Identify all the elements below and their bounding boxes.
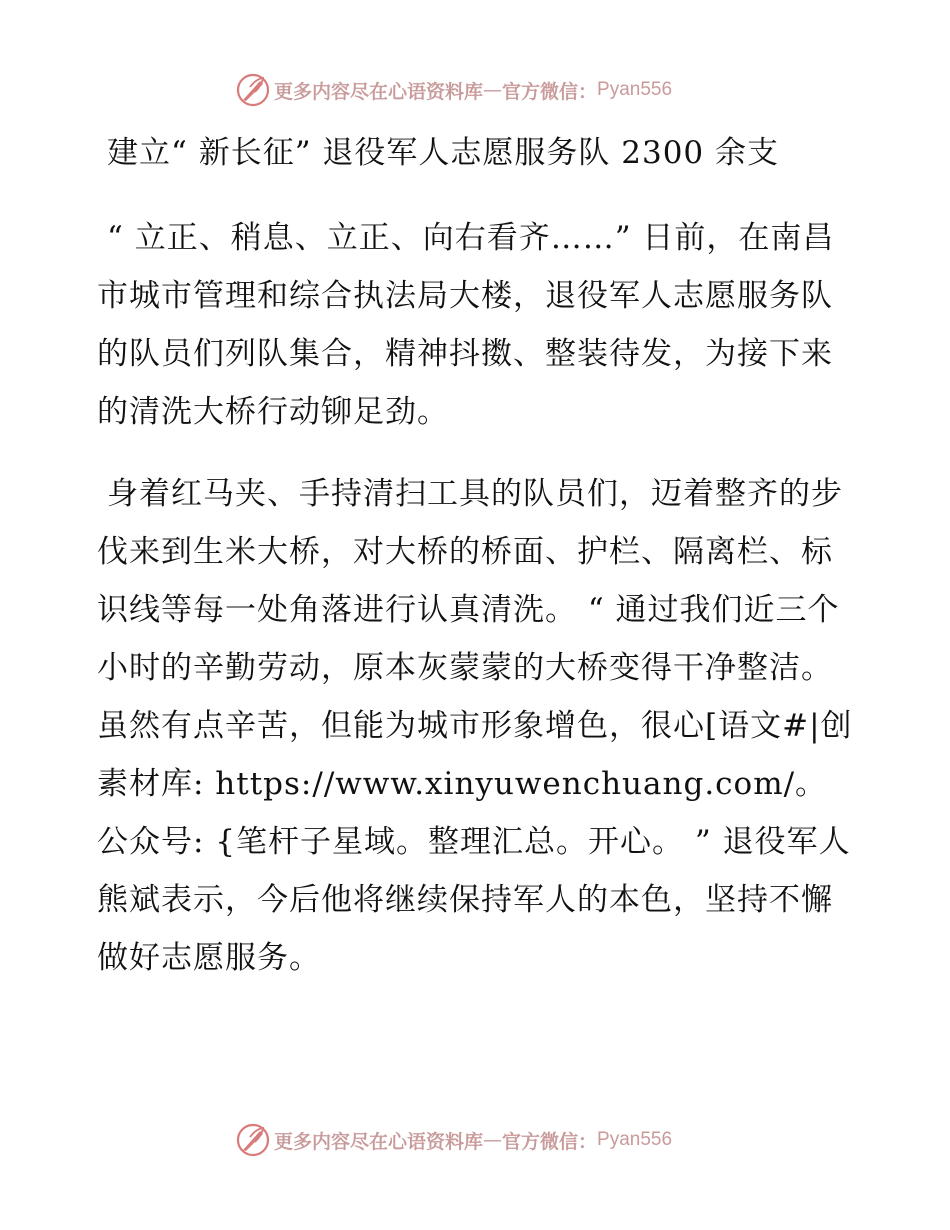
watermark-channel: 官方微信：: [502, 80, 598, 103]
quill-pen-icon: [236, 73, 270, 107]
footer-watermark: [236, 1122, 672, 1158]
watermark-separator: —: [483, 79, 503, 101]
watermark-account: Pyan556: [597, 79, 673, 100]
quill-pen-icon: [236, 1123, 270, 1157]
watermark-separator: —: [483, 1129, 503, 1151]
header-watermark: [236, 72, 672, 108]
watermark-account: Pyan556: [597, 1129, 673, 1150]
paragraph-2: 身着红马夹、手持清扫工具的队员们，迈着整齐的步伐来到生米大桥，对大桥的桥面、护栏、隔离栏、标识线等每一处角落进行认真清洗。 “ 通过我们近三个小时的辛勤劳动，原本灰蒙蒙的大桥变得干净整洁。虽然有点辛苦，但能为城市形象增色，很心[语文#|创素材库: https://www.xinyuwenchuang.com/。公众号: {笔杆子星域。整理汇总。开心。 ” 退役军人熊斌表示，今后他将继续保持军人的本色，坚持不懈做好志愿服务。: [97, 476, 853, 976]
article-title: 建立“ 新长征” 退役军人志愿服务队 2300 余支: [107, 135, 780, 171]
watermark-brand: 更多内容尽在心语资料库: [274, 1130, 484, 1153]
watermark-brand: 更多内容尽在心语资料库: [274, 80, 484, 103]
watermark-channel: 官方微信：: [502, 1130, 598, 1153]
paragraph-1: “ 立正、稍息、立正、向右看齐……” 日前，在南昌市城市管理和综合执法局大楼，退役军人志愿服务队的队员们列队集合，精神抖擞、整装待发，为接下来的清洗大桥行动铆足劲。: [97, 220, 835, 430]
article-body: [97, 124, 857, 1011]
